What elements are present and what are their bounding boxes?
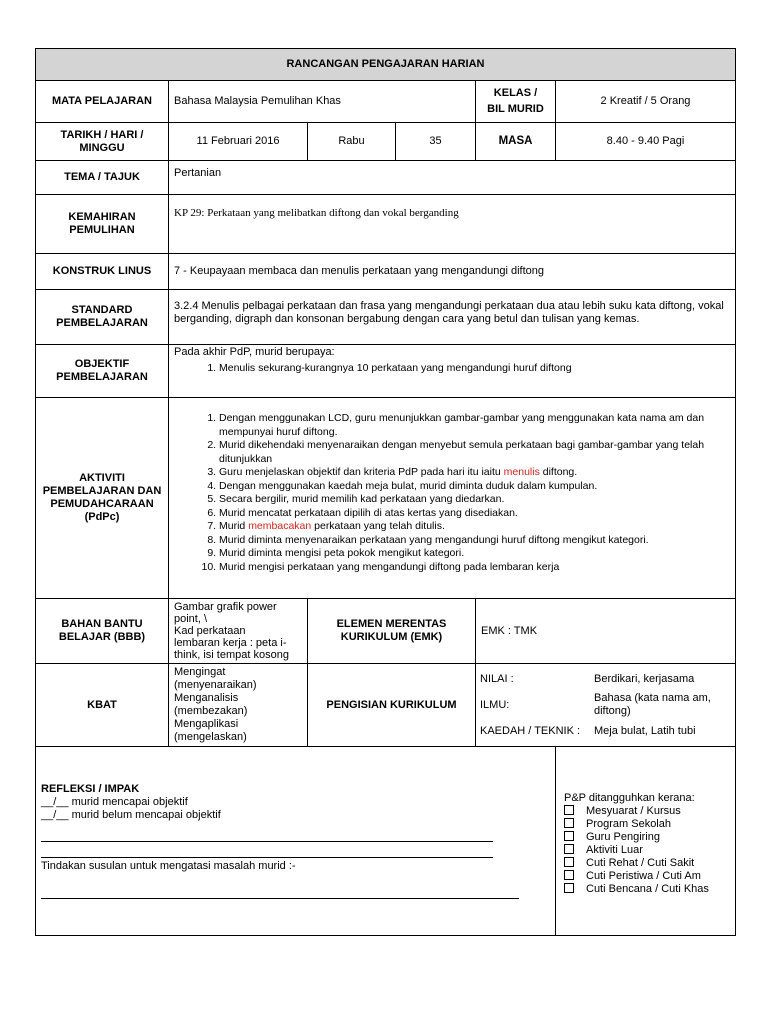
- reason-label: Cuti Rehat / Cuti Sakit: [586, 857, 695, 869]
- aktiviti-item: 10. Murid mengisi perkataan yang mengandungi diftong pada lembaran kerja: [219, 561, 715, 575]
- kbat-value: [169, 664, 308, 747]
- pengisian-label: PENGISIAN KURIKULUM: [308, 664, 476, 747]
- bbb-line: lembaran kerja : peta i-think, isi tempat kosong: [174, 637, 289, 661]
- objektif-list: [174, 362, 730, 376]
- checkbox-icon[interactable]: [564, 831, 574, 841]
- kbat-line: Menganalisis (membezakan): [174, 692, 248, 717]
- masa-value: 8.40 - 9.40 Pagi: [556, 123, 736, 161]
- mata-pelajaran-value: Bahasa Malaysia Pemulihan Khas: [169, 81, 476, 123]
- reason-label: Cuti Bencana / Cuti Khas: [586, 883, 709, 895]
- objektif-cell: [169, 345, 736, 398]
- objektif-intro: Pada akhir PdP, murid berupaya:: [174, 346, 335, 358]
- reason-item: [564, 883, 730, 896]
- answer-line: [41, 856, 493, 858]
- kelas-value: 2 Kreatif / 5 Orang: [556, 81, 736, 123]
- kemahiran-label: KEMAHIRAN PEMULIHAN: [36, 195, 169, 254]
- reason-label: Program Sekolah: [586, 818, 671, 830]
- emk-label: ELEMEN MERENTAS KURIKULUM (EMK): [308, 599, 476, 664]
- checkbox-icon[interactable]: [564, 857, 574, 867]
- aktiviti-item: 9. Murid diminta mengisi peta pokok mengikut kategori.: [219, 547, 715, 561]
- pengisian-table: [476, 669, 735, 741]
- highlight-word: membacakan: [248, 520, 312, 532]
- refleksi-cell: [36, 747, 556, 936]
- checkbox-icon[interactable]: [564, 818, 574, 828]
- reason-item: [564, 870, 730, 883]
- objektif-item: 1. Menulis sekurang-kurangnya 10 perkataan yang mengandungi huruf diftong: [219, 362, 730, 376]
- emk-value: EMK : TMK: [476, 599, 736, 664]
- refleksi-label: REFLEKSI / IMPAK: [41, 783, 140, 795]
- pengisian-cell: [476, 664, 736, 747]
- bbb-value: [169, 599, 308, 664]
- ilmu-key: ILMU:: [480, 698, 510, 711]
- checkbox-icon[interactable]: [564, 870, 574, 880]
- aktiviti-item: 6. Murid mencatat perkataan dipilih di atas kertas yang disediakan.: [219, 507, 715, 521]
- refleksi-line-2: __/__ murid belum mencapai objektif: [41, 809, 221, 821]
- kelas-label: [476, 81, 556, 123]
- reason-item: [564, 844, 730, 857]
- bbb-label: BAHAN BANTU BELAJAR (BBB): [36, 599, 169, 664]
- ilmu-value: Bahasa (kata nama am, diftong): [594, 692, 711, 717]
- reason-label: Cuti Peristiwa / Cuti Am: [586, 870, 701, 882]
- reason-label: Guru Pengiring: [586, 831, 660, 843]
- bbb-line: Kad perkataan: [174, 625, 246, 637]
- reason-item: [564, 805, 730, 818]
- konstruk-value: 7 - Keupayaan membaca dan menulis perkataan yang mengandungi diftong: [169, 254, 736, 290]
- konstruk-label: KONSTRUK LINUS: [36, 254, 169, 290]
- tarikh-date: 11 Februari 2016: [169, 123, 308, 161]
- reason-item: [564, 857, 730, 870]
- lesson-plan-table: [35, 48, 736, 936]
- aktiviti-cell: [169, 398, 736, 599]
- aktiviti-item: 3. Guru menjelaskan objektif dan kriteria PdP pada hari itu iaitu menulis diftong.: [219, 466, 715, 480]
- refleksi-line-1: __/__ murid mencapai objektif: [41, 796, 188, 808]
- aktiviti-item: 4. Dengan menggunakan kaedah meja bulat, murid diminta duduk dalam kumpulan.: [219, 480, 715, 494]
- aktiviti-item: 8. Murid diminta menyenaraikan perkataan yang mengandungi huruf diftong mengikut kategori.: [219, 534, 715, 548]
- tarikh-week: 35: [396, 123, 476, 161]
- bbb-line: Gambar grafik power point, \: [174, 601, 277, 625]
- reason-list: [564, 805, 730, 896]
- objektif-label: OBJEKTIF PEMBELAJARAN: [36, 345, 169, 398]
- tarikh-label: TARIKH / HARI / MINGGU: [36, 123, 169, 161]
- tindakan-label: Tindakan susulan untuk mengatasi masalah murid :-: [41, 860, 296, 872]
- aktiviti-item: 7. Murid membacakan perkataan yang telah ditulis.: [219, 520, 715, 534]
- tema-value: Pertanian: [169, 161, 736, 195]
- highlight-word: menulis: [503, 466, 540, 478]
- aktiviti-list: [174, 412, 715, 574]
- reason-item: [564, 818, 730, 831]
- aktiviti-item: 5. Secara bergilir, murid memilih kad perkataan yang diedarkan.: [219, 493, 715, 507]
- checkbox-icon[interactable]: [564, 805, 574, 815]
- kelas-label-2: BIL MURID: [487, 103, 544, 115]
- tema-label: TEMA / TAJUK: [36, 161, 169, 195]
- mata-pelajaran-label: MATA PELAJARAN: [36, 81, 169, 123]
- kbat-line: Mengingat (menyenaraikan): [174, 666, 257, 691]
- tarikh-day: Rabu: [308, 123, 396, 161]
- kbat-label: KBAT: [36, 664, 169, 747]
- aktiviti-item: 2. Murid dikehendaki menyenaraikan dengan menyebut semula perkataan bagi gambar-gambar yang telah ditunjukkan: [219, 439, 715, 466]
- kelas-label-1: KELAS /: [493, 87, 538, 99]
- ditangguhkan-label: P&P ditangguhkan kerana:: [564, 792, 695, 804]
- reason-label: Mesyuarat / Kursus: [586, 805, 681, 817]
- standard-label: STANDARD PEMBELAJARAN: [36, 290, 169, 345]
- answer-line: [41, 840, 493, 842]
- kaedah-value: Meja bulat, Latih tubi: [594, 724, 696, 737]
- page-title: RANCANGAN PENGAJARAN HARIAN: [36, 49, 736, 81]
- checkbox-icon[interactable]: [564, 844, 574, 854]
- aktiviti-label: AKTIVITI PEMBELAJARAN DAN PEMUDAHCARAAN (PdPc): [36, 398, 169, 599]
- aktiviti-item: 1. Dengan menggunakan LCD, guru menunjukkan gambar-gambar yang menggunakan kata nama am dan mempunyai huruf diftong.: [219, 412, 715, 439]
- reason-label: Aktiviti Luar: [586, 844, 643, 856]
- reason-item: [564, 831, 730, 844]
- standard-value: 3.2.4 Menulis pelbagai perkataan dan frasa yang mengandungi perkataan dua atau lebih suku kata diftong, vokal berganding, digraph dan konsonan bergabung dengan cara yang betul dan tulisan yang kemas.: [169, 290, 736, 345]
- masa-label: MASA: [476, 123, 556, 161]
- kemahiran-value: KP 29: Perkataan yang melibatkan diftong dan vokal berganding: [169, 195, 736, 254]
- kbat-line: Mengaplikasi (mengelaskan): [174, 718, 247, 743]
- checkbox-icon[interactable]: [564, 883, 574, 893]
- ditangguhkan-cell: [556, 747, 736, 936]
- nilai-value: Berdikari, kerjasama: [594, 672, 695, 685]
- answer-line: [41, 897, 519, 899]
- kaedah-key: KAEDAH / TEKNIK :: [480, 724, 581, 737]
- lesson-plan: [35, 48, 735, 936]
- nilai-key: NILAI :: [480, 672, 514, 685]
